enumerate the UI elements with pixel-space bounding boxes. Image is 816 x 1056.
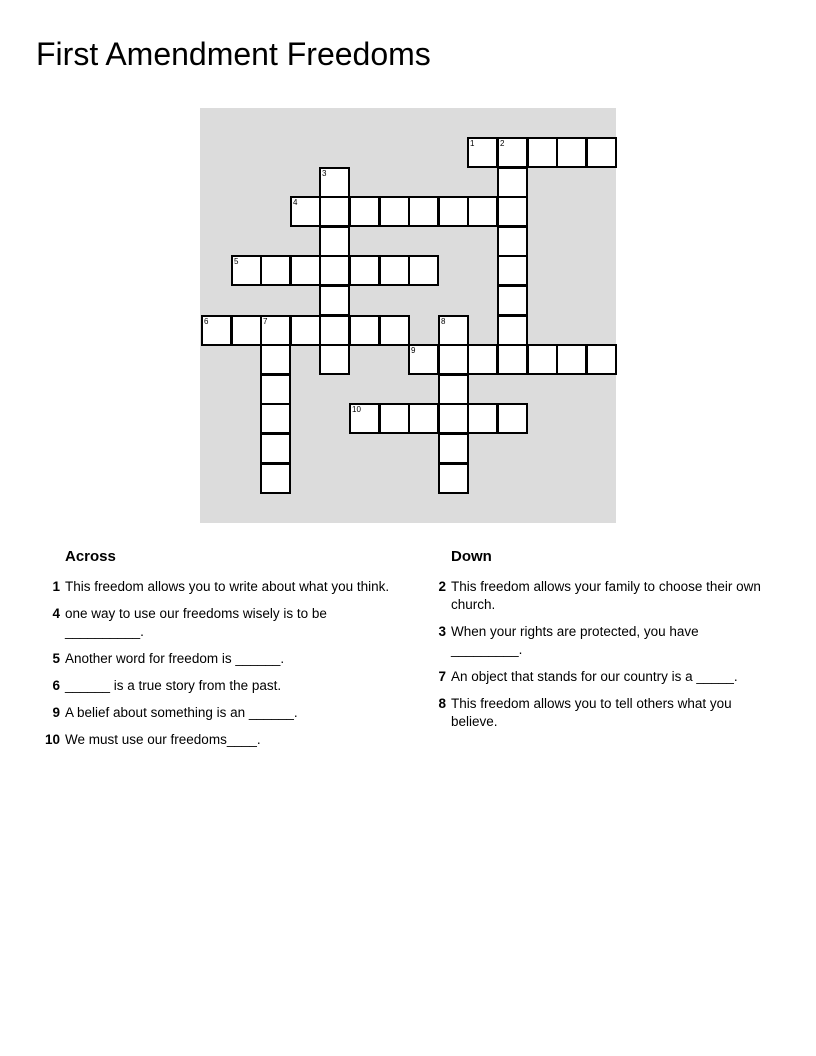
clue-text: ______ is a true story from the past. (65, 678, 282, 693)
down-clue (419, 578, 764, 614)
grid-cell[interactable] (319, 167, 350, 198)
grid-cell[interactable] (231, 315, 262, 346)
clue-number: 8 (438, 696, 446, 711)
cell-number: 3 (322, 169, 327, 178)
grid-cell[interactable] (260, 463, 291, 494)
clue-number: 9 (52, 705, 60, 720)
page-title: First Amendment Freedoms (36, 36, 431, 72)
grid-cell[interactable] (438, 433, 469, 464)
grid-cell[interactable] (438, 374, 469, 405)
grid-cell[interactable] (556, 344, 587, 375)
across-clue (33, 650, 393, 668)
down-clue (419, 623, 764, 659)
grid-cell[interactable] (438, 403, 469, 434)
clue-number: 1 (52, 579, 60, 594)
grid-cell[interactable] (497, 167, 528, 198)
grid-cell[interactable] (319, 255, 350, 286)
clue-text: An object that stands for our country is a _____. (451, 669, 738, 684)
grid-cell[interactable] (260, 403, 291, 434)
grid-cell[interactable] (349, 315, 380, 346)
grid-cell[interactable] (379, 315, 410, 346)
clue-text: Another word for freedom is ______. (65, 651, 285, 666)
grid-cell[interactable] (260, 255, 291, 286)
grid-cell[interactable] (527, 137, 558, 168)
cell-number: 5 (234, 257, 239, 266)
grid-cell[interactable] (319, 285, 350, 316)
grid-cell[interactable] (497, 255, 528, 286)
grid-cell[interactable] (467, 137, 498, 168)
grid-cell[interactable] (408, 403, 439, 434)
grid-cell[interactable] (497, 226, 528, 257)
cell-number: 1 (470, 139, 475, 148)
cell-number: 6 (204, 317, 209, 326)
grid-cell[interactable] (497, 137, 528, 168)
grid-cell[interactable] (408, 196, 439, 227)
grid-cell[interactable] (349, 255, 380, 286)
clue-number: 5 (52, 651, 60, 666)
cell-number: 4 (293, 198, 298, 207)
cell-number: 10 (352, 405, 361, 414)
grid-cell[interactable] (408, 255, 439, 286)
grid-cell[interactable] (497, 196, 528, 227)
across-clue (33, 731, 393, 749)
grid-cell[interactable] (408, 344, 439, 375)
grid-cell[interactable] (438, 196, 469, 227)
across-clue (33, 704, 393, 722)
grid-cell[interactable] (497, 285, 528, 316)
across-clue-list (33, 578, 393, 758)
grid-cell[interactable] (379, 255, 410, 286)
grid-cell[interactable] (586, 137, 617, 168)
grid-cell[interactable] (586, 344, 617, 375)
grid-cell[interactable] (319, 226, 350, 257)
grid-cell[interactable] (497, 403, 528, 434)
clue-number: 10 (44, 732, 60, 747)
grid-cell[interactable] (319, 315, 350, 346)
across-clue (33, 578, 393, 596)
across-clue (33, 677, 393, 695)
grid-cell[interactable] (438, 463, 469, 494)
clue-text: When your rights are protected, you have _________. (451, 624, 699, 657)
down-clue-list (419, 578, 764, 740)
grid-cell[interactable] (349, 403, 380, 434)
grid-cell[interactable] (438, 315, 469, 346)
grid-cell[interactable] (319, 344, 350, 375)
grid-cell[interactable] (556, 137, 587, 168)
grid-cell[interactable] (527, 344, 558, 375)
grid-cell[interactable] (467, 196, 498, 227)
clue-number: 7 (438, 669, 446, 684)
clue-number: 2 (438, 579, 446, 594)
grid-cell[interactable] (497, 344, 528, 375)
down-clue (419, 695, 764, 731)
clue-text: This freedom allows you to tell others what you believe. (451, 696, 732, 729)
grid-cell[interactable] (467, 344, 498, 375)
grid-cell[interactable] (201, 315, 232, 346)
cell-number: 8 (441, 317, 446, 326)
clue-text: A belief about something is an ______. (65, 705, 298, 720)
grid-cell[interactable] (260, 374, 291, 405)
clue-number: 4 (52, 606, 60, 621)
grid-cell[interactable] (379, 403, 410, 434)
across-clue (33, 605, 393, 641)
cell-number: 2 (500, 139, 505, 148)
clue-text: one way to use our freedoms wisely is to be __________. (65, 606, 327, 639)
cell-number: 9 (411, 346, 416, 355)
clue-number: 3 (438, 624, 446, 639)
grid-cell[interactable] (319, 196, 350, 227)
crossword-grid (200, 108, 616, 523)
grid-cell[interactable] (467, 403, 498, 434)
grid-cell[interactable] (231, 255, 262, 286)
clue-text: We must use our freedoms____. (65, 732, 261, 747)
down-heading: Down (451, 548, 492, 565)
clue-text: This freedom allows your family to choose their own church. (451, 579, 761, 612)
grid-cell[interactable] (438, 344, 469, 375)
grid-cell[interactable] (260, 344, 291, 375)
cell-number: 7 (263, 317, 268, 326)
grid-cell[interactable] (260, 315, 291, 346)
clue-number: 6 (52, 678, 60, 693)
grid-cell[interactable] (497, 315, 528, 346)
grid-cell[interactable] (290, 196, 321, 227)
grid-cell[interactable] (290, 315, 321, 346)
across-heading: Across (65, 548, 116, 565)
down-clue (419, 668, 764, 686)
grid-cell[interactable] (290, 255, 321, 286)
grid-cell[interactable] (349, 196, 380, 227)
clue-text: This freedom allows you to write about what you think. (65, 579, 390, 594)
grid-cell[interactable] (260, 433, 291, 464)
grid-cell[interactable] (379, 196, 410, 227)
